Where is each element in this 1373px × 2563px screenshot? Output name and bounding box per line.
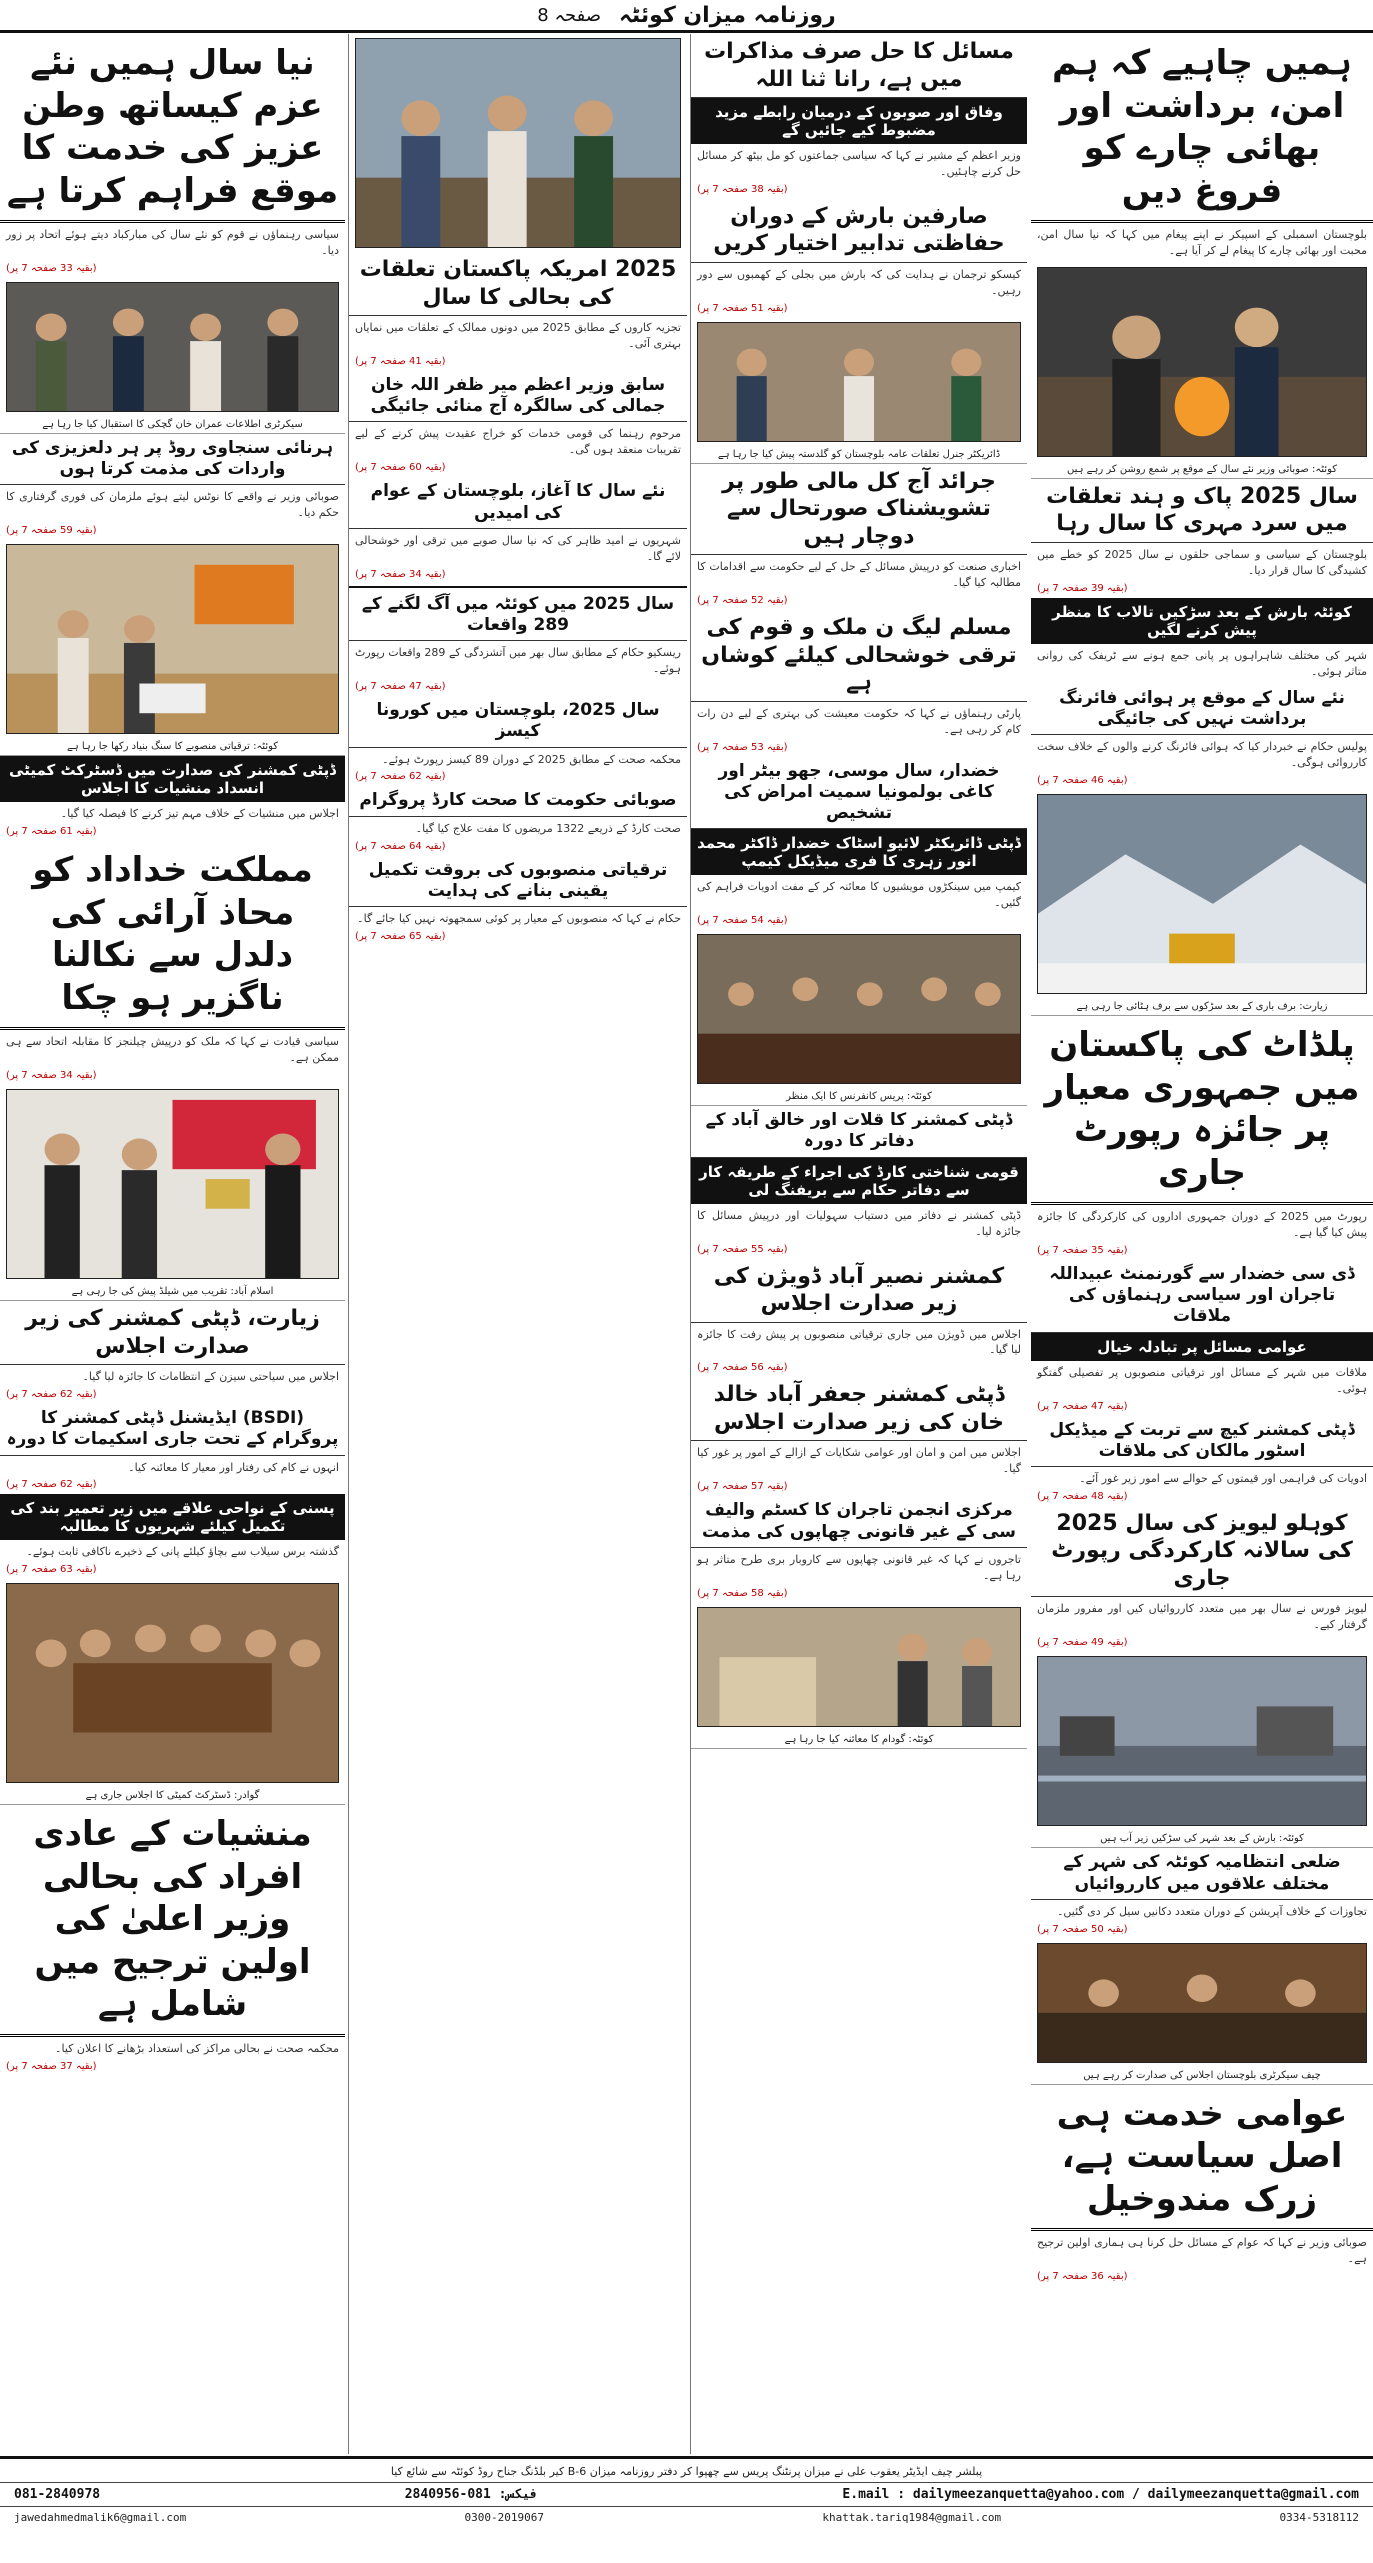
headline: صارفین بارش کے دوران حفاظتی تدابیر اختیار کریں xyxy=(691,199,1027,263)
article-body: سیاسی قیادت نے کہا کہ ملک کو درپیش چیلنجز کا مقابلہ اتحاد سے ہی ممکن ہے۔ xyxy=(6,1035,339,1065)
headline: زیارت، ڈپٹی کمشنر کی زیر صدارت اجلاس xyxy=(0,1301,345,1365)
headline: ڈپٹی کمشنر جعفر آباد خالد خان کی زیر صدارت اجلاس xyxy=(691,1377,1027,1441)
article-body: ریسکیو حکام کے مطابق سال بھر میں آتشزدگی کے 289 واقعات رپورٹ ہوئے۔ xyxy=(355,646,681,676)
continuation-note: (بقیہ 39 صفحہ 7 پر) xyxy=(1037,582,1128,594)
continuation-note: (بقیہ 56 صفحہ 7 پر) xyxy=(697,1362,788,1374)
column-4 xyxy=(0,34,345,2454)
continuation-note: (بقیہ 38 صفحہ 7 پر) xyxy=(697,183,788,195)
headline: مرکزی انجمن تاجران کا کسٹم والیف سی کے غیر قانونی چھاپوں کی مذمت xyxy=(691,1496,1027,1548)
continuation-note: (بقیہ 62 صفحہ 7 پر) xyxy=(355,771,446,783)
photo-caption: اسلام آباد: تقریب میں شیلڈ پیش کی جا رہی ہے xyxy=(0,1283,345,1301)
headline-band: پسنی کے نواحی علاقے میں زیر تعمیر بند کی تکمیل کیلئے شہریوں کا مطالبہ xyxy=(0,1494,345,1540)
headline: نیا سال ہمیں نئے عزم کیساتھ وطن عزیز کی خدمت کا موقع فراہم کرتا ہے xyxy=(0,34,345,223)
masthead xyxy=(0,0,1373,33)
article-body: مرحوم رہنما کی قومی خدمات کو خراج عقیدت پیش کرنے کے لیے تقریبات منعقد ہوں گی۔ xyxy=(355,427,681,457)
headline: سال 2025، بلوچستان میں کورونا کیسز xyxy=(349,696,687,748)
photo-caption: سیکرٹری اطلاعات عمران خان گچکی کا استقبال کیا جا رہا ہے xyxy=(0,416,345,434)
headline: پلڈاٹ کی پاکستان میں جمہوری معیار پر جائزہ رپورٹ جاری xyxy=(1031,1016,1373,1205)
article-body: کیمپ میں سینکڑوں مویشیوں کا معائنہ کر کے مفت ادویات فراہم کی گئیں۔ xyxy=(697,880,1021,910)
article-body: لیویز فورس نے سال بھر میں متعدد کارروائیاں کیں اور مفرور ملزمان گرفتار کیے۔ xyxy=(1037,1602,1367,1632)
imprint-line: پبلشر چیف ایڈیٹر یعقوب علی نے میزان پرنٹنگ پریس سے چھپوا کر دفتر روزنامہ میزان B-6 کیر بلڈنگ جناح روڈ کوئٹہ سے شائع کیا xyxy=(390,2465,983,2478)
headline: کمشنر نصیر آباد ڈویژن کی زیر صدارت اجلاس xyxy=(691,1259,1027,1323)
photo-caption: کوئٹہ: بارش کے بعد شہر کی سڑکیں زیر آب ہیں xyxy=(1031,1830,1373,1848)
photo xyxy=(697,934,1021,1084)
article-body: حکام نے کہا کہ منصوبوں کے معیار پر کوئی سمجھوتہ نہیں کیا جائے گا۔ xyxy=(357,912,681,926)
headline: ضلعی انتظامیہ کوئٹہ کی شہر کے مختلف علاقوں میں کارروائیاں xyxy=(1031,1848,1373,1900)
article-body: صوبائی وزیر نے واقعے کا نوٹس لیتے ہوئے ملزمان کی فوری گرفتاری کا حکم دیا۔ xyxy=(6,490,339,520)
photo xyxy=(1037,1656,1367,1826)
continuation-note: (بقیہ 51 صفحہ 7 پر) xyxy=(697,302,788,314)
article-body: محکمہ صحت نے بحالی مراکز کی استعداد بڑھانے کا اعلان کیا۔ xyxy=(55,2041,339,2055)
photo-caption: زیارت: برف باری کے بعد سڑکوں سے برف ہٹائی جا رہی ہے xyxy=(1031,998,1373,1016)
article-body: گذشتہ برس سیلاب سے بچاؤ کیلئے پانی کے ذخیرے ناکافی ثابت ہوئے۔ xyxy=(26,1545,339,1559)
article-body: صوبائی وزیر نے کہا کہ عوام کے مسائل حل کرنا ہی ہماری اولین ترجیح ہے۔ xyxy=(1037,2236,1367,2266)
continuation-note: (بقیہ 34 صفحہ 7 پر) xyxy=(6,1070,97,1082)
photo xyxy=(6,544,339,734)
article-body: شہر کی مختلف شاہراہوں پر پانی جمع ہونے سے ٹریفک کی روانی متاثر ہوئی۔ xyxy=(1037,648,1367,678)
continuation-note: (بقیہ 61 صفحہ 7 پر) xyxy=(6,826,97,838)
contact-line-2 xyxy=(0,2507,1373,2528)
continuation-note: (بقیہ 50 صفحہ 7 پر) xyxy=(1037,1923,1128,1935)
headline-band: وفاق اور صوبوں کے درمیان رابطے مزید مضبوط کیے جائیں گے xyxy=(691,98,1027,144)
headline: (BSDI) ایڈیشنل ڈپٹی کمشنر کا پروگرام کے تحت جاری اسکیمات کا دورہ xyxy=(0,1404,345,1456)
continuation-note: (بقیہ 34 صفحہ 7 پر) xyxy=(355,568,446,580)
headline: مسلم لیگ ن ملک و قوم کی ترقی خوشحالی کیلئے کوشاں ہے xyxy=(691,610,1027,702)
headline: نئے سال کا آغاز، بلوچستان کے عوام کی امیدیں xyxy=(349,477,687,529)
photo xyxy=(1037,794,1367,994)
article-body: تجزیہ کاروں کے مطابق 2025 میں دونوں ممالک کے تعلقات میں نمایاں بہتری آئی۔ xyxy=(355,321,681,350)
headline: 2025 امریکہ پاکستان تعلقات کی بحالی کا سال xyxy=(349,252,687,316)
article-body: کیسکو ترجمان نے ہدایت کی کہ بارش میں بجلی کے کھمبوں سے دور رہیں۔ xyxy=(697,267,1021,297)
photo-caption: کوئٹہ: ترقیاتی منصوبے کا سنگ بنیاد رکھا جا رہا ہے xyxy=(0,738,345,756)
continuation-note: (بقیہ 33 صفحہ 7 پر) xyxy=(6,262,97,274)
headline: کوہلو لیویز کی سال 2025 کی سالانہ کارکردگی رپورٹ جاری xyxy=(1031,1506,1373,1598)
continuation-note: (بقیہ 48 صفحہ 7 پر) xyxy=(1037,1490,1128,1502)
newspaper-name: روزنامہ میزان کوئٹہ xyxy=(619,2,836,28)
article-body: ادویات کی فراہمی اور قیمتوں کے حوالے سے امور زیر غور آئے۔ xyxy=(1079,1472,1367,1485)
contact-email[interactable]: jawedahmedmalik6@gmail.com xyxy=(14,2511,187,2524)
photo xyxy=(697,322,1021,442)
continuation-note: (بقیہ 62 صفحہ 7 پر) xyxy=(6,1389,97,1400)
photo-caption: کوئٹہ: پریس کانفرنس کا ایک منظر xyxy=(691,1088,1027,1106)
continuation-note: (بقیہ 60 صفحہ 7 پر) xyxy=(355,462,446,474)
fax-number xyxy=(405,2487,538,2502)
photo xyxy=(6,282,339,412)
page-number: صفحہ 8 xyxy=(537,4,602,26)
article-body: اخباری صنعت کو درپیش مسائل کے حل کے لیے حکومت سے اقدامات کا مطالبہ کیا گیا۔ xyxy=(697,560,1021,590)
contact-line xyxy=(0,2482,1373,2507)
photo-caption: گوادر: ڈسٹرکٹ کمیٹی کا اجلاس جاری ہے xyxy=(0,1787,345,1805)
continuation-note: (بقیہ 62 صفحہ 7 پر) xyxy=(6,1479,97,1491)
photo xyxy=(6,1583,339,1783)
continuation-note: (بقیہ 47 صفحہ 7 پر) xyxy=(1037,1400,1128,1412)
continuation-note: (بقیہ 57 صفحہ 7 پر) xyxy=(697,1481,788,1493)
headline-band: قومی شناختی کارڈ کی اجراء کے طریقہ کار سے دفاتر حکام سے بریفنگ لی xyxy=(691,1158,1027,1204)
continuation-note: (بقیہ 58 صفحہ 7 پر) xyxy=(697,1587,788,1599)
headline: مسائل کا حل صرف مذاکرات میں ہے، رانا ثنا اللہ xyxy=(691,34,1027,98)
headline-band: ڈپٹی کمشنر کی صدارت میں ڈسٹرکٹ کمیٹی انسداد منشیات کا اجلاس xyxy=(0,756,345,802)
photo-caption: کوئٹہ: صوبائی وزیر نئے سال کے موقع پر شمع روشن کر رہے ہیں xyxy=(1031,461,1373,479)
article-body: اجلاس میں سیاحتی سیزن کے انتظامات کا جائزہ لیا گیا۔ xyxy=(82,1370,339,1384)
continuation-note: (بقیہ 59 صفحہ 7 پر) xyxy=(6,525,97,537)
headline: منشیات کے عادی افراد کی بحالی وزیر اعلیٰ کی اولین ترجیح میں شامل ہے xyxy=(0,1805,345,2037)
article-body: بلوچستان کے سیاسی و سماجی حلقوں نے سال 2025 کو خطے میں کشیدگی کا سال قرار دیا۔ xyxy=(1037,547,1368,577)
headline: ہمیں چاہیے کہ ہم امن، برداشت اور بھائی چارے کو فروغ دیں xyxy=(1031,34,1373,223)
article-body: اجلاس میں منشیات کے خلاف مہم تیز کرنے کا فیصلہ کیا گیا۔ xyxy=(60,807,339,821)
article-body: ڈپٹی کمشنر نے دفاتر میں دستیاب سہولیات اور درپیش مسائل کا جائزہ لیا۔ xyxy=(697,1208,1021,1238)
photo xyxy=(6,1089,339,1279)
headline: جرائد آج کل مالی طور پر تشویشناک صورتحال سے دوچار ہیں xyxy=(691,464,1027,556)
photo-caption: کوئٹہ: گودام کا معائنہ کیا جا رہا ہے xyxy=(691,1731,1027,1749)
article-body: صحت کارڈ کے ذریعے 1322 مریضوں کا مفت علاج کیا گیا۔ xyxy=(415,821,681,835)
article-body: بلوچستان اسمبلی کے اسپیکر نے اپنے پیغام میں کہا کہ نیا سال امن، محبت اور بھائی چارے کا پیغام لے کر آیا ہے۔ xyxy=(1037,228,1367,257)
article-body: اجلاس میں ڈویژن میں جاری ترقیاتی منصوبوں پر پیش رفت کا جائزہ لیا گیا۔ xyxy=(697,1327,1021,1357)
footer xyxy=(0,2456,1373,2563)
continuation-note: (بقیہ 52 صفحہ 7 پر) xyxy=(697,595,788,607)
email-block xyxy=(842,2487,1359,2502)
headline: مملکت خداداد کو محاذ آرائی کی دلدل سے نکالنا ناگزیر ہو چکا xyxy=(0,841,345,1030)
continuation-note: (بقیہ 63 صفحہ 7 پر) xyxy=(6,1564,97,1576)
headline: سال 2025 پاک و ہند تعلقات میں سرد مہری کا سال رہا xyxy=(1031,479,1373,543)
continuation-note: (بقیہ 35 صفحہ 7 پر) xyxy=(1037,1244,1128,1256)
contact-phone: 0300-2019067 xyxy=(464,2511,545,2524)
headline: نئے سال کے موقع پر ہوائی فائرنگ برداشت نہیں کی جائیگی xyxy=(1031,684,1373,736)
article-body: تجاوزات کے خلاف آپریشن کے دوران متعدد دکانیں سیل کر دی گئیں۔ xyxy=(1056,1904,1367,1918)
column-3 xyxy=(348,34,687,2454)
headline-band: کوئٹہ بارش کے بعد سڑکیں تالاب کا منظر پیش کرنے لگیں xyxy=(1031,598,1373,644)
headline: ہرنائی سنجاوی روڈ پر ہر دلعزیزی کی واردات کی مذمت کرتا ہوں xyxy=(0,434,345,486)
headline: ڈپٹی کمشنر کیچ سے تربت کے میڈیکل اسٹور مالکان کی ملاقات xyxy=(1031,1416,1373,1468)
photo-caption: ڈائریکٹر جنرل تعلقات عامہ بلوچستان کو گلدستہ پیش کیا جا رہا ہے xyxy=(691,446,1027,464)
headline-band: ڈپٹی ڈائریکٹر لائیو اسٹاک خضدار ڈاکٹر محمد انور زہری کا فری میڈیکل کیمپ xyxy=(691,829,1027,875)
headline: سابق وزیر اعظم میر ظفر اللہ خان جمالی کی سالگرہ آج منائی جائیگی xyxy=(349,371,687,423)
fax-label: فیکس: xyxy=(498,2487,538,2502)
photo xyxy=(697,1607,1021,1727)
photo xyxy=(355,38,681,248)
continuation-note: (بقیہ 41 صفحہ 7 پر) xyxy=(355,355,446,367)
headline: سال 2025 میں کوئٹہ میں آگ لگنے کے 289 واقعات xyxy=(349,590,687,642)
article-body: ملاقات میں شہر کے مسائل اور ترقیاتی منصوبوں پر تفصیلی گفتگو ہوئی۔ xyxy=(1037,1365,1367,1395)
headline: ڈی سی خضدار سے گورنمنٹ عبیداللہ تاجران اور سیاسی رہنماؤں کی ملاقات xyxy=(1031,1260,1373,1333)
article-body: پارٹی رہنماؤں نے کہا کہ حکومت معیشت کی بہتری کے لیے دن رات کام کر رہی ہے۔ xyxy=(697,706,1021,736)
article-body: رپورٹ میں 2025 کے دوران جمہوری اداروں کی کارکردگی کا جائزہ پیش کیا گیا ہے۔ xyxy=(1037,1210,1367,1239)
contact-email[interactable]: khattak.tariq1984@gmail.com xyxy=(822,2511,1002,2524)
article-body: تاجروں نے کہا کہ غیر قانونی چھاپوں سے کاروبار بری طرح متاثر ہو رہا ہے۔ xyxy=(697,1552,1021,1582)
fax-value: 081-2840956 xyxy=(404,2487,491,2502)
contact-phone: 0334-5318112 xyxy=(1279,2511,1359,2524)
headline: ترقیاتی منصوبوں کی بروقت تکمیل یقینی بنانے کی ہدایت xyxy=(349,856,687,908)
article-body: انہوں نے کام کی رفتار اور معیار کا معائنہ کیا۔ xyxy=(128,1460,339,1474)
headline: صوبائی حکومت کا صحت کارڈ پروگرام xyxy=(349,786,687,816)
column-2 xyxy=(690,34,1027,2454)
column-1 xyxy=(1031,34,1373,2454)
article-body: وزیر اعظم کے مشیر نے کہا کہ سیاسی جماعتوں کو مل بیٹھ کر مسائل حل کرنے چاہئیں۔ xyxy=(697,149,1021,178)
continuation-note: (بقیہ 65 صفحہ 7 پر) xyxy=(355,931,446,943)
photo xyxy=(1037,267,1367,457)
headline: عوامی خدمت ہی اصل سیاست ہے، زرک مندوخیل xyxy=(1031,2085,1373,2232)
continuation-note: (بقیہ 54 صفحہ 7 پر) xyxy=(697,915,788,927)
column-rule xyxy=(349,586,687,588)
email-label: E.mail : xyxy=(842,2487,906,2502)
article-body: سیاسی رہنماؤں نے قوم کو نئے سال کی مبارکباد دیتے ہوئے اتحاد پر زور دیا۔ xyxy=(6,228,339,257)
email-address[interactable]: dailymeezanquetta@yahoo.com / dailymeezanquetta@gmail.com xyxy=(912,2487,1359,2502)
article-body: محکمہ صحت کے مطابق 2025 کے دوران 89 کیسز رپورٹ ہوئے۔ xyxy=(382,752,681,766)
headline-band: عوامی مسائل پر تبادلہ خیال xyxy=(1031,1333,1373,1361)
headline: خضدار، سال موسی، جھو بیٹر اور کاغی بولمونیا سمیت امراض کی تشخیص xyxy=(691,757,1027,830)
continuation-note: (بقیہ 55 صفحہ 7 پر) xyxy=(697,1243,788,1255)
photo-caption: چیف سیکرٹری بلوچستان اجلاس کی صدارت کر رہے ہیں xyxy=(1031,2067,1373,2085)
article-body: اجلاس میں امن و امان اور عوامی شکایات کے ازالے کے امور پر غور کیا گیا۔ xyxy=(697,1446,1021,1476)
continuation-note: (بقیہ 47 صفحہ 7 پر) xyxy=(355,681,446,692)
continuation-note: (بقیہ 53 صفحہ 7 پر) xyxy=(697,741,788,753)
continuation-note: (بقیہ 64 صفحہ 7 پر) xyxy=(355,840,446,852)
continuation-note: (بقیہ 46 صفحہ 7 پر) xyxy=(1037,775,1128,786)
phone-number: 081-2840978 xyxy=(14,2487,101,2502)
article-body: پولیس حکام نے خبردار کیا کہ ہوائی فائرنگ کرنے والوں کے خلاف سخت کارروائی ہوگی۔ xyxy=(1037,740,1367,770)
continuation-note: (بقیہ 37 صفحہ 7 پر) xyxy=(6,2060,97,2072)
headline: ڈپٹی کمشنر کا قلات اور خالق آباد کے دفاتر کا دورہ xyxy=(691,1106,1027,1158)
photo xyxy=(1037,1943,1367,2063)
continuation-note: (بقیہ 36 صفحہ 7 پر) xyxy=(1037,2271,1128,2283)
article-body: شہریوں نے امید ظاہر کی کہ نیا سال صوبے میں ترقی اور خوشحالی لائے گا۔ xyxy=(355,533,681,563)
continuation-note: (بقیہ 49 صفحہ 7 پر) xyxy=(1037,1637,1128,1649)
